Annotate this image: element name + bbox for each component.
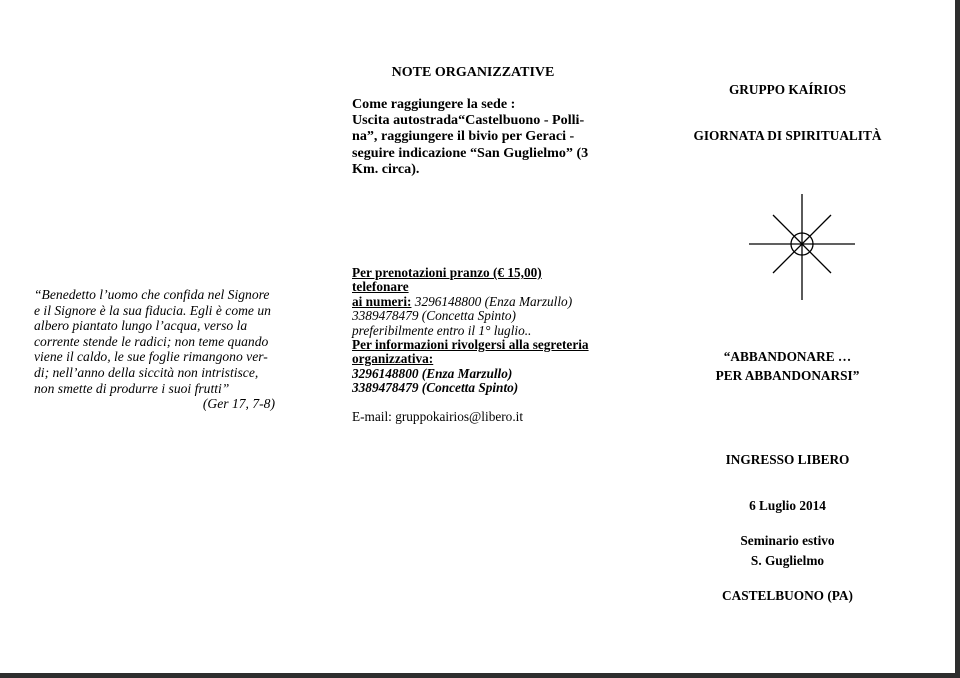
free-entry: INGRESSO LIBERO [725,452,850,467]
notes-title: NOTE ORGANIZZATIVE [391,65,555,80]
quote-line: “Benedetto l’uomo che confida nel Signore [34,287,270,302]
bible-quote [34,287,275,412]
info-heading: Per informazioni rivolgersi alla segreteria [352,337,589,352]
quote-line: non smette di produrre i suoi frutti” [34,380,230,396]
event-venue [660,531,915,571]
directions-line: seguire indicazione “San Guglielmo” (3 [352,144,589,161]
lunch-heading: Per prenotazioni pranzo (€ 15,00) telefonare [352,265,542,295]
directions-line: Come raggiungere la sede : [352,96,516,112]
lunch-deadline-note: preferibilmente entro il 1° luglio.. [352,322,532,338]
venue-line: Seminario estivo [740,533,835,548]
lunch-phone-2: 3389478479 (Concetta Spinto) [352,308,516,324]
lunch-heading-cont: ai numeri: [352,293,412,309]
directions-line: Km. circa). [352,160,420,177]
lunch-heading-row [352,295,598,309]
info-heading-cont: organizzativa: [352,351,434,367]
directions-block [352,96,596,177]
star-compass-icon [749,194,855,300]
directions-line: Uscita autostrada“Castelbuono - Polli- [352,112,585,129]
event-date: 6 Luglio 2014 [749,498,826,513]
venue-line: S. Guglielmo [750,553,825,568]
info-phone-2: 3389478479 (Concetta Spinto) [352,380,519,396]
info-block [352,338,598,396]
quote-line: viene il caldo, le sue foglie rimangono ver- [34,349,268,365]
photo-edge [955,0,960,678]
quote-line: corrente stende le radici; non teme quando [34,333,269,349]
event-title-line: PER ABBANDONARSI” [715,368,860,383]
quote-line: albero piantato lungo l’acqua, verso la [34,318,248,334]
quote-line: e il Signore è la sua fiducia. Egli è come un [34,302,271,318]
directions-line: na”, raggiungere il bivio per Geraci - [352,128,575,145]
event-location: CASTELBUONO (PA) [722,588,853,603]
event-title [660,347,915,385]
quote-line: di; nell’anno della siccità non intristisce, [34,364,259,380]
email-contact: E-mail: gruppokairios@libero.it [352,409,524,424]
photo-edge [0,673,960,678]
lunch-booking-block [352,266,598,338]
quote-reference: (Ger 17, 7-8) [202,396,275,412]
event-type: GIORNATA DI SPIRITUALITÀ [693,128,882,143]
group-name: GRUPPO KAÍRIOS [728,82,847,97]
event-title-line: “ABBANDONARE … [723,349,852,364]
lunch-phone-1: 3296148800 (Enza Marzullo) [411,293,573,309]
info-phone-1: 3296148800 (Enza Marzullo) [352,365,513,381]
